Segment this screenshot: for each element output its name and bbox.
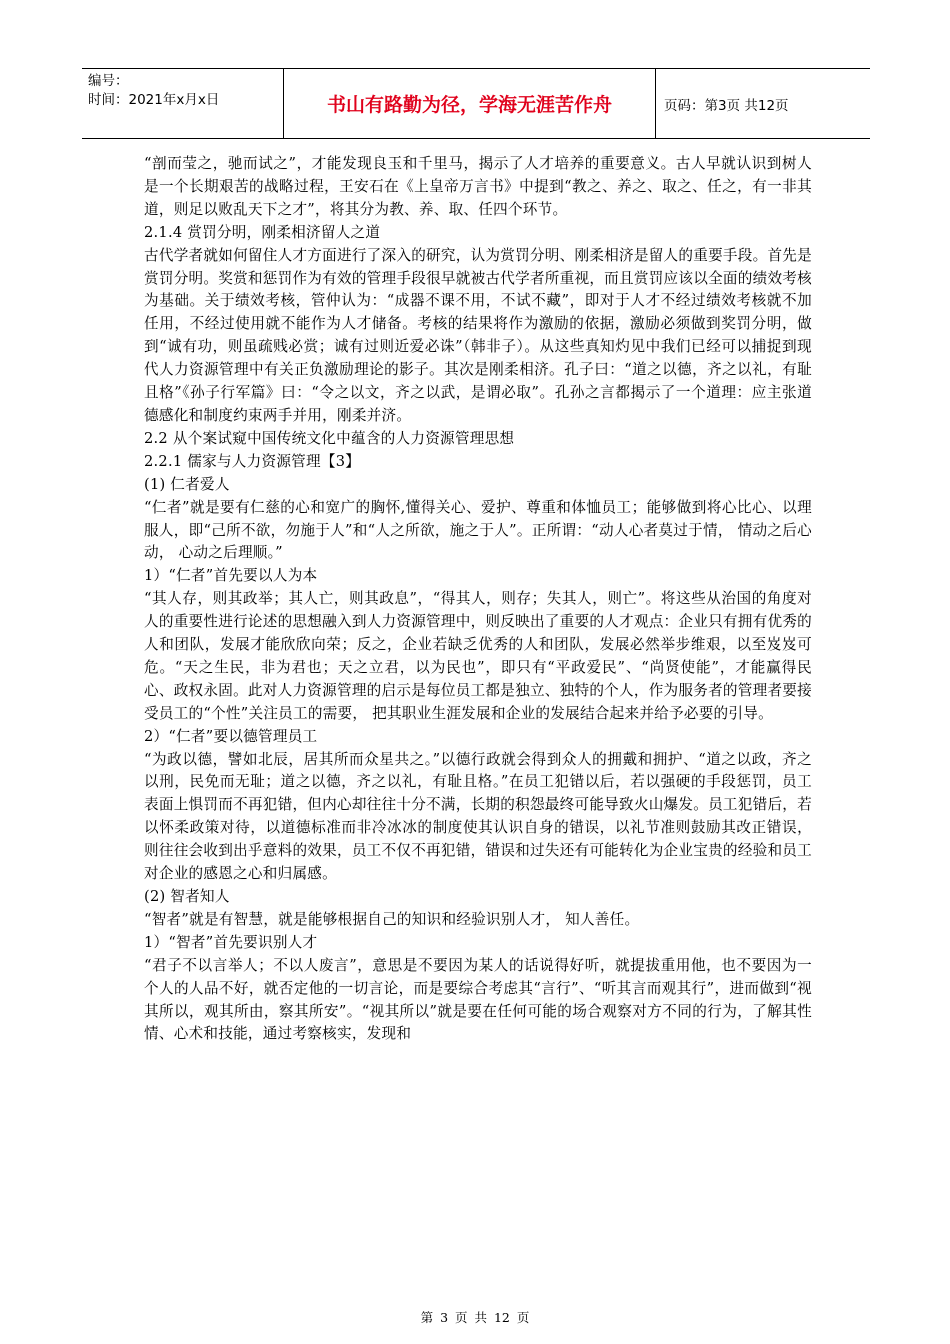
header-motto: 书山有路勤为径，学海无涯苦作舟 xyxy=(284,69,656,138)
paragraph: “其人存，则其政举；其人亡，则其政息”，“得其人，则存；失其人，则亡”。将这些从治国的角度对人的重要性进行论述的思想融入到人力资源管理中，则反映出了重要的人才观点：企业只有拥有优秀的人和团队，发展才能欣欣向荣；反之，企业若缺乏优秀的人和团队，发展必然举步维艰，以至岌岌可危。“天之生民，非为君也；天之立君，以为民也”，即只有“平政爱民”、“尚贤使能”，才能赢得民心、政权永固。此对人力资源管理的启示是每位员工都是独立、独特的个人，作为服务者的管理者要接受员工的“个性”关注员工的需要， 把其职业生涯发展和企业的发展结合起来并给予必要的引导。 xyxy=(144,590,812,722)
document-number-label: 编号： xyxy=(88,73,129,89)
section-heading: 2.2 从个案试窥中国传统文化中蕴含的人力资源管理思想 xyxy=(144,429,515,447)
header-meta-cell xyxy=(82,69,284,138)
subsection-heading: 1）“仁者”首先要以人为本 xyxy=(144,567,318,585)
page-header xyxy=(82,68,870,139)
subsection-heading: (1) 仁者爱人 xyxy=(144,475,230,493)
section-heading: 2.2.1 儒家与人力资源管理【3】 xyxy=(144,452,361,470)
document-time-label: 时间：2021年x月x日 xyxy=(88,92,220,108)
section-heading: 2.1.4 赏罚分明，刚柔相济留人之道 xyxy=(144,223,381,241)
paragraph: “仁者”就是要有仁慈的心和宽广的胸怀,懂得关心、爱护、尊重和体恤员工；能够做到将心比心、以理服人，即“己所不欲，勿施于人”和“人之所欲，施之于人”。正所谓：“动人心者莫过于情， 情动之后心动， 心动之后理顺。” xyxy=(144,498,812,562)
paragraph: 古代学者就如何留住人才方面进行了深入的研究，认为赏罚分明、刚柔相济是留人的重要手段。首先是赏罚分明。奖赏和惩罚作为有效的管理手段很早就被古代学者所重视，而且赏罚应该以全面的绩效考核为基础。关于绩效考核，管仲认为：“成器不课不用，不试不藏”，即对于人才不经过绩效考核就不加任用，不经过使用就不能作为人才储备。考核的结果将作为激励的依据，激励必须做到奖罚分明，做到“诚有功，则虽疏贱必赏；诚有过则近爱必诛”（韩非子）。从这些真知灼见中我们已经可以捕捉到现代人力资源管理中有关正负激励理论的影子。其次是刚柔相济。孔子曰：“道之以德，齐之以礼，有耻且格”《孙子行军篇》曰：“令之以文，齐之以武，是谓必取”。孔孙之言都揭示了一个道理：应主张道德感化和制度约束两手并用，刚柔并济。 xyxy=(144,246,812,424)
paragraph: “君子不以言举人；不以人废言”，意思是不要因为某人的话说得好听，就提拔重用他，也不要因为一个人的人品不好，就否定他的一切言论，而是要综合考虑其“言行”、“听其言而观其行”，进而做到“视其所以，观其所由，察其所安”。“视其所以”就是要在任何可能的场合观察对方不同的行为，了解其性情、心术和技能，通过考察核实，发现和 xyxy=(144,956,812,1043)
subsection-heading: 1）“智者”首先要识别人才 xyxy=(144,933,318,951)
paragraph: “剖而莹之，驰而试之”，才能发现良玉和千里马，揭示了人才培养的重要意义。古人早就认识到树人是一个长期艰苦的战略过程，王安石在《上皇帝万言书》中提到“教之、养之、取之、任之，有一非其道，则足以败乱天下之才”，将其分为教、养、取、任四个环节。 xyxy=(144,155,812,218)
subsection-heading: (2) 智者知人 xyxy=(144,888,230,905)
subsection-heading: 2）“仁者”要以德管理员工 xyxy=(144,727,318,745)
header-page-number: 页码：第3页 共12页 xyxy=(664,97,789,114)
paragraph: “智者”就是有智慧，就是能够根据自己的知识和经验识别人才， 知人善任。 xyxy=(144,910,640,928)
page-footer: 第 3 页 共 12 页 xyxy=(420,1310,530,1325)
document-body xyxy=(144,153,812,1046)
paragraph: “为政以德，譬如北辰，居其所而众星共之。”以德行政就会得到众人的拥戴和拥护、“道之以政，齐之以刑，民免而无耻；道之以德，齐之以礼，有耻且格。”在员工犯错以后，若以强硬的手段惩罚，员工表面上惧罚而不再犯错，但内心却往往十分不满，长期的积怨最终可能导致火山爆发。员工犯错后，若以怀柔政策对待，以道德标准而非冷冰冰的制度使其认识自身的错误，以礼节准则鼓励其改正错误， 则往往会收到出乎意料的效果，员工不仅不再犯错，错误和过失还有可能转化为企业宝贵的经验和员工对企业的感恩之心和归属感。 xyxy=(144,750,812,883)
